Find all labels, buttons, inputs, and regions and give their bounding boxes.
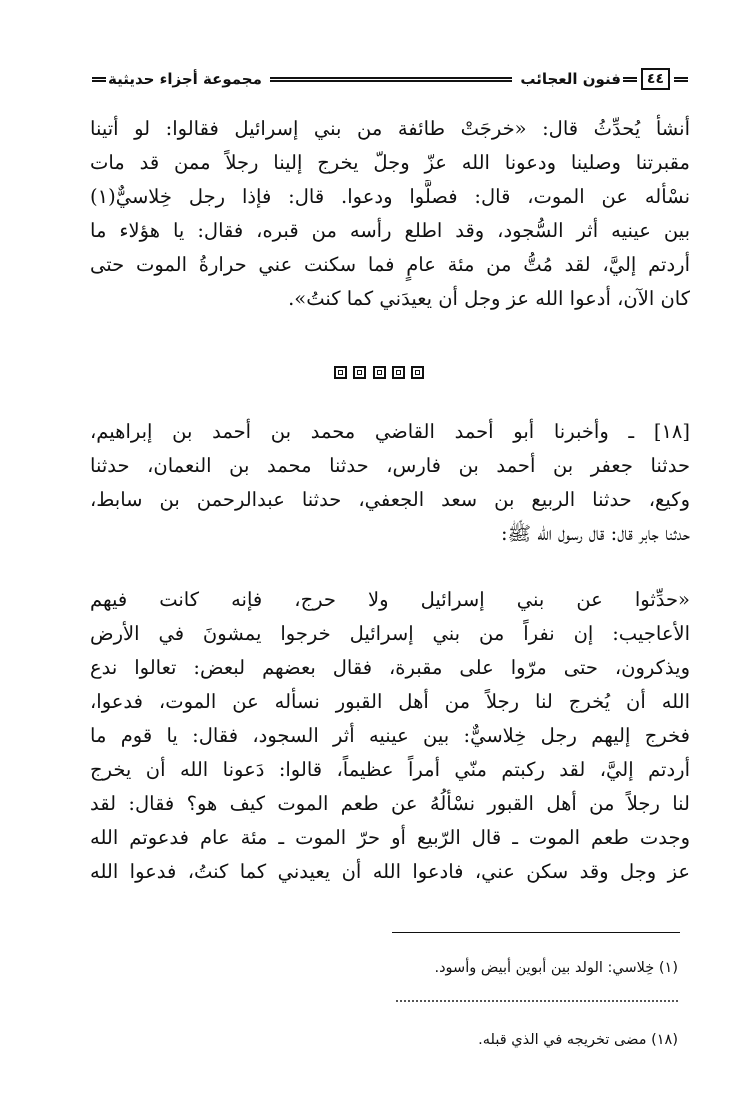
header-rule-long <box>270 77 512 82</box>
text-line: أردتم إليَّ، لقد مُتُّ من مئة عامٍ فما سكنت عني حرارةُ الموت حتى <box>90 253 690 276</box>
book-title: فنون العجائب <box>520 70 621 88</box>
hadith-18-isnad <box>90 415 690 551</box>
hadith-18-matn <box>90 583 690 889</box>
footnote-1: (١) خِلاسي: الولد بين أبوين أبيض وأسود. <box>434 960 678 976</box>
text-line: [١٨] ـ وأخبرنا أبو أحمد القاضي محمد بن أحمد بن إبراهيم، <box>90 420 690 443</box>
text-line: أنشأ يُحدِّثُ قال: «خرجَتْ طائفة من بني إسرائيل فقالوا: لو أتينا <box>90 117 690 140</box>
text-line: بين عينيه أثر السُّجود، وقد اطلع رأسه من قبره، فقال: يا هؤلاء ما <box>90 219 690 242</box>
series-title: مجموعة أجزاء حديثية <box>108 70 262 88</box>
separator-square <box>411 366 424 379</box>
page-number: ٤٤ <box>641 68 670 90</box>
section-separator <box>334 366 424 384</box>
separator-square <box>373 366 386 379</box>
header-rule-small <box>623 77 637 82</box>
footnote-dotted-divider <box>396 1000 678 1002</box>
header-rule-right <box>674 77 688 82</box>
text-line: كان الآن، أدعوا الله عز وجل أن يعيدَني كما كنتُ». <box>288 287 690 310</box>
text-line: حدثنا جعفر بن أحمد بن فارس، حدثنا محمد بن النعمان، حدثنا <box>90 454 690 477</box>
text-line: وجدت طعم الموت ـ قال الرّبيع أو حرّ الموت ـ مئة عام فدعوتم الله <box>90 826 690 849</box>
text-line: ويذكرون، حتى مرّوا على مقبرة، فقال بعضهم لبعض: تعالوا ندع <box>90 656 690 679</box>
footnote-rule <box>392 932 680 933</box>
text-line: لنا رجلاً من أهل القبور نسْألُهُ عن طعم الموت كيف هو؟ فقال: لقد <box>90 792 690 815</box>
separator-square <box>334 366 347 379</box>
footnote-18: (١٨) مضى تخريجه في الذي قبله. <box>478 1032 678 1048</box>
paragraph-1 <box>90 112 690 316</box>
text-line: أردتم إليَّ، لقد ركبتم منّي أمراً عظيماً، قالوا: دَعونا الله أن يخرج <box>90 758 690 781</box>
running-header <box>92 66 688 92</box>
text-line: وكيع، حدثنا الربيع بن سعد الجعفي، حدثنا عبدالرحمن بن سابط، <box>90 488 690 511</box>
text-line: نسْأله عن الموت، قال: فصلَّوا ودعوا. قال: فإذا رجل خِلاسيٌّ(١) <box>90 185 690 208</box>
text-line: حدثنا جابر قال: قال رسول الله ﷺ: <box>500 522 690 545</box>
text-line: «حدِّثوا عن بني إسرائيل ولا حرج، فإنه كانت فيهم <box>90 588 690 611</box>
text-line: مقبرتنا وصلينا ودعونا الله عزّ وجلّ يخرج إلينا رجلاً ممن قد مات <box>90 151 690 174</box>
text-line: فخرج إليهم رجل خِلاسيٌّ: بين عينيه أثر السجود، فقال: يا قوم ما <box>90 724 690 747</box>
separator-square <box>353 366 366 379</box>
separator-square <box>392 366 405 379</box>
header-rule-left <box>92 77 106 82</box>
text-line: الأعاجيب: إن نفراً من بني إسرائيل خرجوا يمشونَ في الأرض <box>90 622 690 645</box>
text-line: عز وجل وقد سكن عني، فادعوا الله أن يعيدني كما كنتُ، فدعوا الله <box>90 860 690 883</box>
text-line: الله أن يُخرج لنا رجلاً من أهل القبور نسأله عن الموت، فدعوا، <box>90 690 690 713</box>
